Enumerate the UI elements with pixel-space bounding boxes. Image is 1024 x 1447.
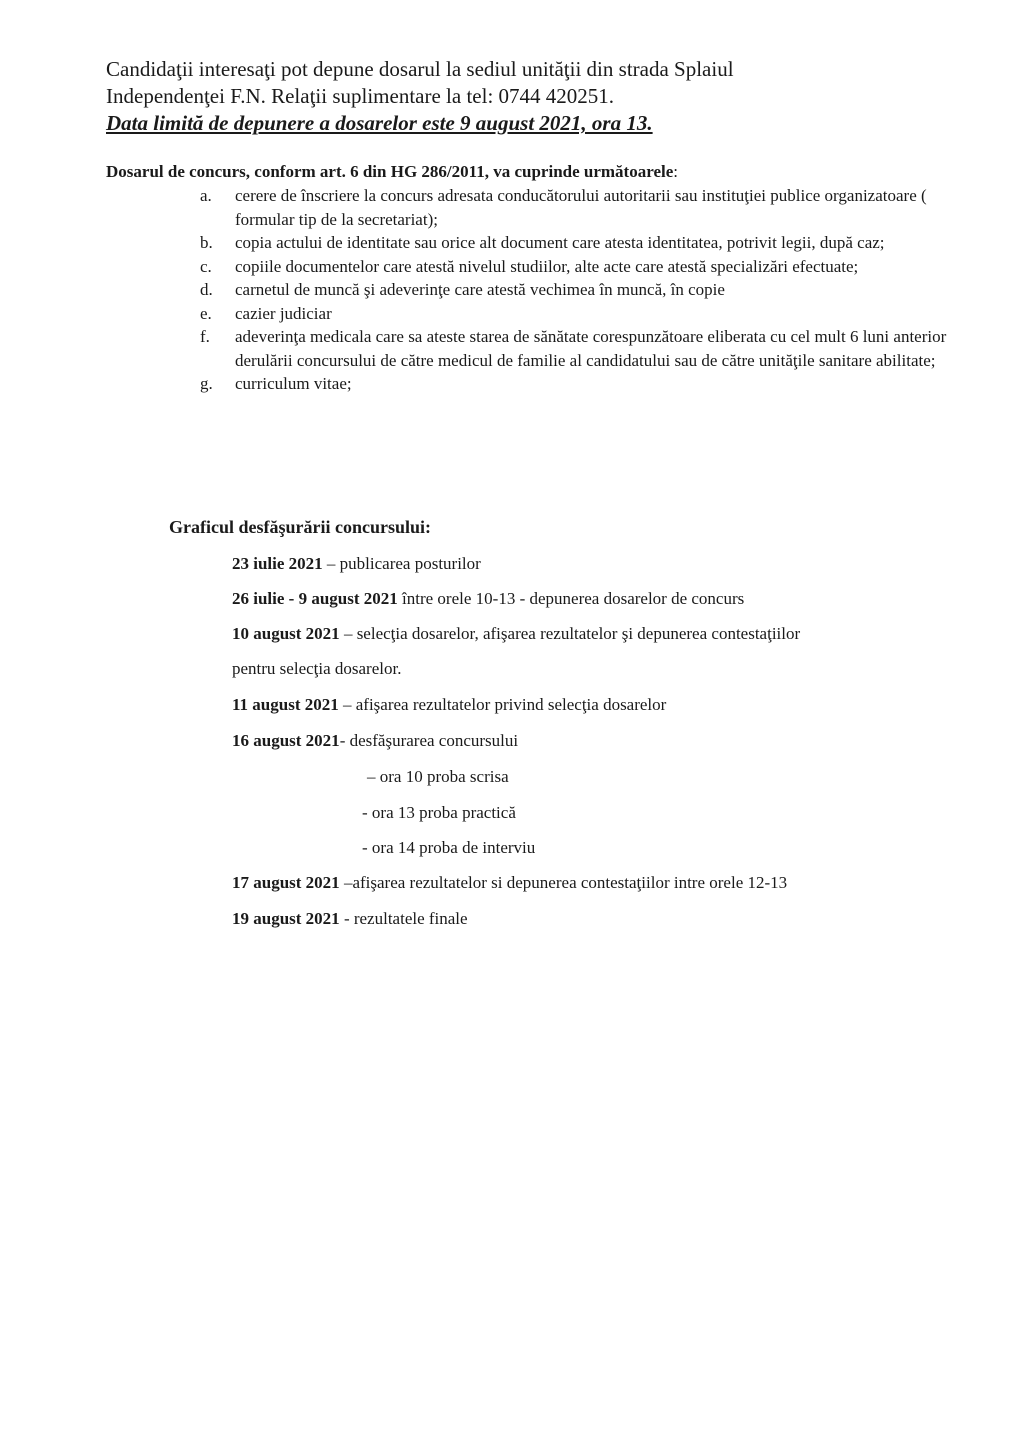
schedule-date: 23 iulie 2021 [232, 554, 323, 573]
list-item [200, 278, 960, 302]
list-item-letter: d. [200, 280, 213, 299]
schedule-sub-item: – ora 10 proba scrisa [367, 767, 509, 786]
list-item-text: copia actului de identitate sau orice alt document care atesta identitatea, potrivit legii, după caz; [235, 233, 885, 252]
schedule-row [232, 872, 787, 894]
list-item-text: carnetul de muncă şi adeverinţe care atestă vechimea în muncă, în copie [235, 280, 725, 299]
list-item-letter: c. [200, 256, 212, 276]
list-item-letter: f. [200, 327, 210, 346]
schedule-text: –afişarea rezultatelor si depunerea contestaţiilor intre orele 12-13 [339, 873, 788, 892]
dosar-heading-text: Dosarul de concurs, conform art. 6 din HG 286/2011, va cuprinde următoarele [106, 162, 674, 181]
intro-paragraph [106, 56, 986, 137]
list-item [200, 325, 960, 372]
list-item [200, 255, 960, 279]
schedule-text: – afişarea rezultatelor privind selecţia dosarelor [338, 695, 667, 714]
intro-line-2: Independenţei F.N. Relaţii suplimentare la tel: 0744 420251. [106, 84, 615, 108]
list-item-text: cazier judiciar [235, 303, 332, 323]
list-item [200, 302, 960, 326]
schedule-row [232, 553, 481, 575]
dosar-heading-colon: : [673, 162, 679, 181]
schedule-row [232, 908, 468, 930]
schedule-sub-item: - ora 14 proba de interviu [362, 838, 536, 857]
list-item-text: curriculum vitae; [235, 374, 352, 393]
schedule-row [232, 694, 666, 716]
schedule-row [232, 588, 744, 610]
schedule-date: 16 august 2021 [232, 731, 340, 750]
list-item [200, 231, 960, 255]
list-item-letter: a. [200, 186, 212, 205]
list-item-letter: b. [200, 233, 213, 252]
schedule-date: 10 august 2021 [232, 624, 340, 643]
requirements-list [200, 184, 960, 396]
intro-line-1: Candidaţii interesaţi pot depune dosarul la sediul unităţii din strada Splaiul [106, 57, 734, 81]
list-item [200, 184, 960, 231]
list-item-text: cerere de înscriere la concurs adresata conducătorului autoritarii sau instituţiei publice organizatoare ( formular tip de la secretariat); [235, 186, 927, 229]
schedule-text: între orele 10-13 - depunerea dosarelor de concurs [397, 589, 745, 608]
schedule-title: Graficul desfăşurării concursului: [169, 517, 431, 537]
list-item-letter: e. [200, 303, 212, 323]
schedule-row [232, 730, 518, 752]
schedule-text: – publicarea posturilor [322, 554, 481, 573]
dosar-heading [106, 161, 996, 183]
list-item-text: copiile documentelor care atestă nivelul studiilor, alte acte care atestă specializări efectuate; [235, 256, 859, 276]
list-item-text: adeverinţa medicala care sa ateste starea de sănătate corespunzătoare eliberata cu cel mult 6 luni anterior derulării concursului de către medicul de familie al candidatului sau de către unităţile sanitare abilitate; [235, 327, 947, 370]
schedule-text: – selecţia dosarelor, afişarea rezultatelor şi depunerea contestaţiilor [339, 624, 801, 643]
schedule-row [232, 658, 401, 680]
schedule-text: pentru selecţia dosarelor. [232, 659, 402, 678]
schedule-text: - desfăşurarea concursului [339, 731, 519, 750]
schedule-date: 26 iulie - 9 august 2021 [232, 589, 398, 608]
list-item-letter: g. [200, 374, 213, 393]
list-item [200, 372, 960, 396]
schedule-date: 11 august 2021 [232, 695, 339, 714]
deadline-notice: Data limită de depunere a dosarelor este 9 august 2021, ora 13. [106, 111, 653, 135]
schedule-date: 19 august 2021 [232, 909, 340, 928]
schedule-text: - rezultatele finale [339, 909, 468, 928]
schedule-sub-item: - ora 13 proba practică [362, 803, 516, 822]
schedule-row [232, 623, 800, 645]
schedule-date: 17 august 2021 [232, 873, 340, 892]
